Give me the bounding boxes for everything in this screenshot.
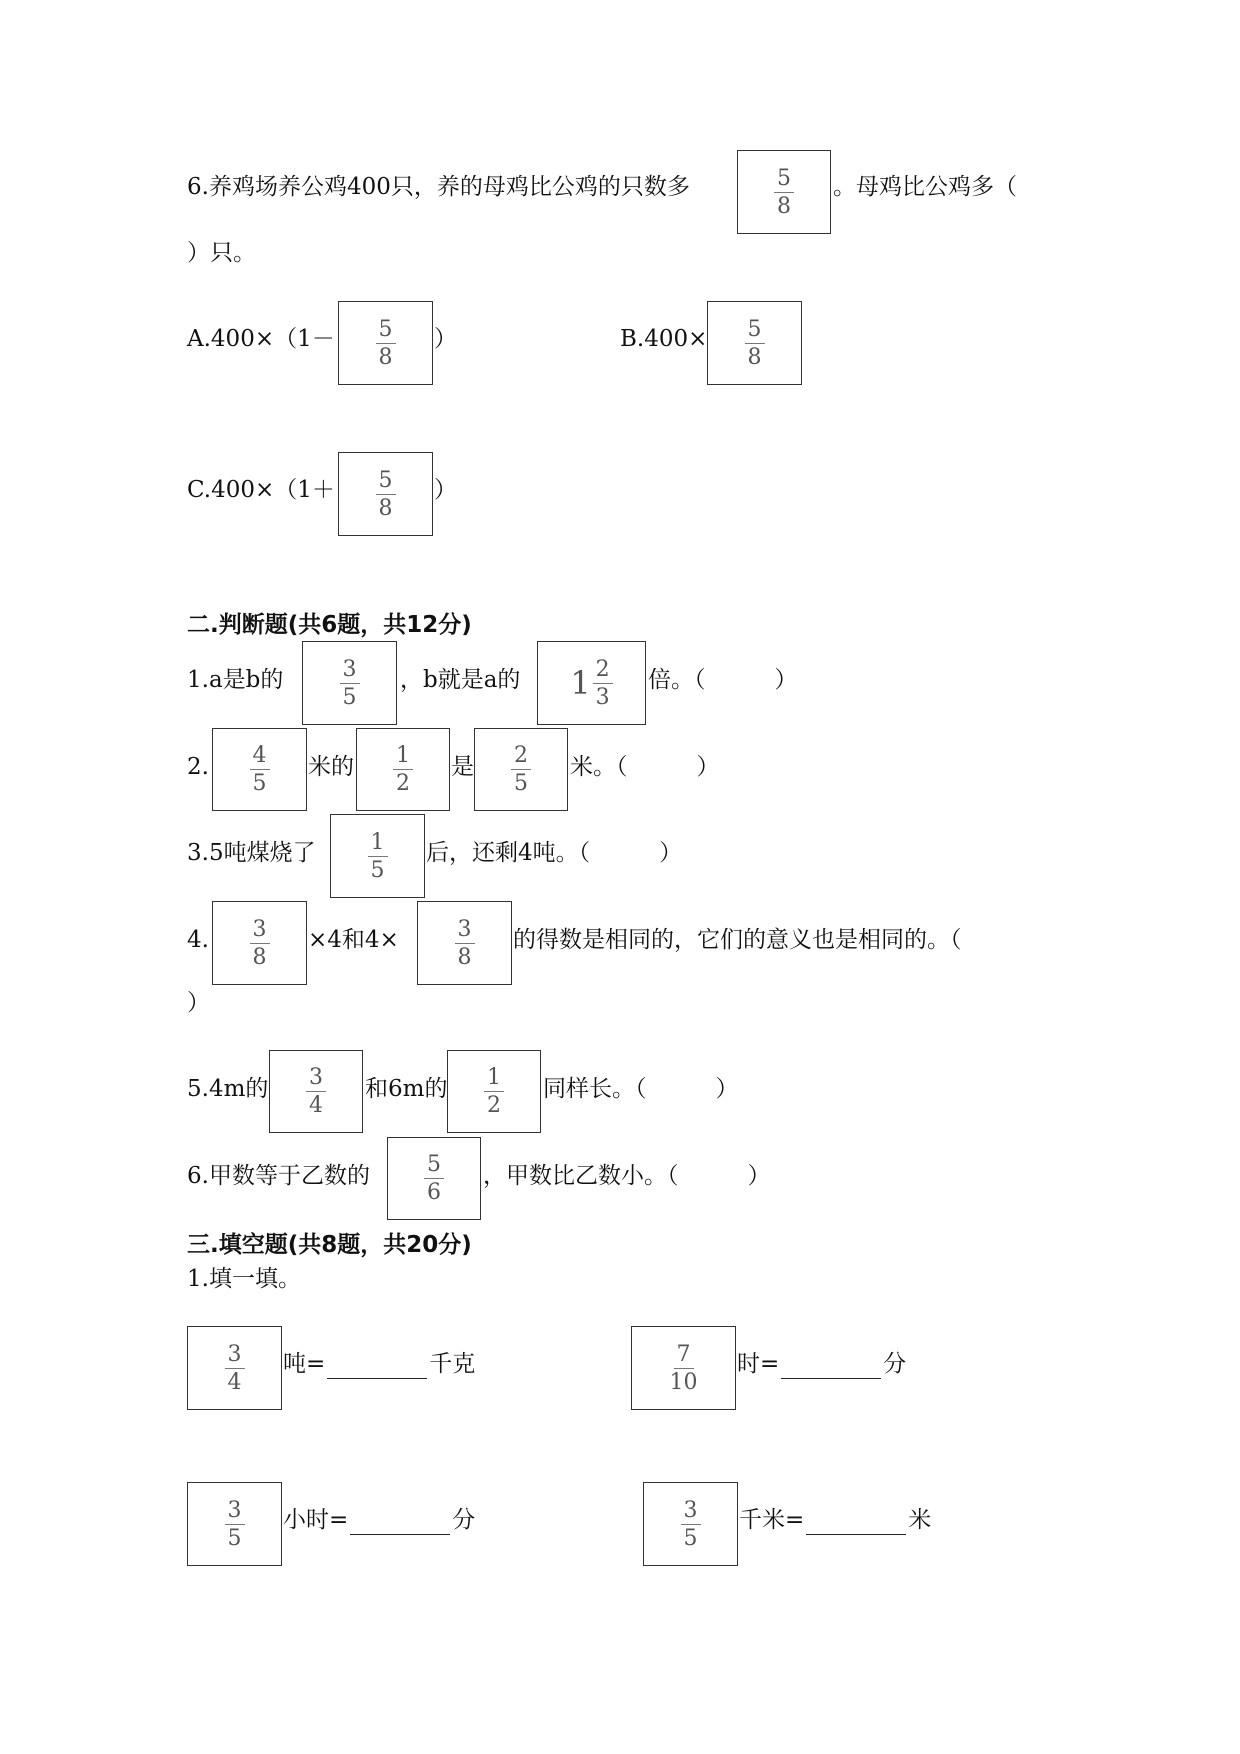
numerator: 1 [396,743,410,768]
s2-q2-text: 2. [187,754,209,780]
fraction-box [387,1137,481,1220]
numerator: 5 [427,1152,441,1177]
numerator: 1 [487,1065,501,1090]
denominator: 6 [427,1180,441,1205]
option-b-label: B.400× [620,326,708,352]
fraction [484,1065,504,1118]
fraction [393,743,413,796]
fraction-box [187,1482,282,1566]
q6-text-line2: ）只。 [187,240,256,266]
s2-q1-text-end: 倍。（ ） [648,667,798,693]
option-c-close: ） [434,477,457,503]
numerator: 3 [683,1497,698,1523]
numerator: 3 [342,656,357,682]
answer-blank[interactable] [781,1356,881,1379]
fraction [745,317,765,370]
denominator: 8 [378,495,393,521]
fraction-box [330,814,425,898]
denominator: 8 [252,944,267,970]
q6-text-line1-end: 。母鸡比公鸡多（ [833,174,1017,200]
denominator: 8 [747,344,762,370]
s2-q6-text: 6.甲数等于乙数的 [187,1163,370,1189]
numerator: 5 [378,316,393,342]
s3-q1-label: 1.填一填。 [187,1266,301,1292]
fraction-box [707,301,802,385]
fill-blank-item [283,1505,475,1535]
denominator: 5 [370,857,385,883]
s2-q2-text-end: 米。（ ） [570,754,720,780]
denominator: 2 [487,1093,501,1118]
denominator: 4 [227,1369,242,1395]
denominator: 5 [514,771,528,796]
unit-label: 千克 [429,1351,476,1377]
fraction-box [187,1326,282,1410]
fraction [250,917,270,970]
s2-q4-close: ） [187,990,210,1016]
section-2-title: 二.判断题(共6题，共12分) [187,612,472,638]
fraction [368,830,388,883]
s2-q5-text: 5.4m的 [187,1076,269,1102]
fraction-box [631,1326,736,1410]
fraction [225,1342,245,1395]
fraction [424,1152,444,1205]
answer-blank[interactable] [327,1356,427,1379]
s2-q4-text-mid: ×4和4× [308,927,399,953]
fill-blank-item [283,1349,475,1379]
fraction [593,657,613,710]
numerator: 4 [252,743,267,768]
fraction-box [338,452,433,536]
denominator: 5 [683,1525,698,1551]
q6-text-line1: 6.养鸡场养公鸡400只，养的母鸡比公鸡的只数多 [187,174,690,200]
unit-label: 米 [908,1507,932,1533]
fraction-box [417,901,512,985]
numerator: 5 [747,316,762,342]
fraction [774,166,794,219]
fraction-box [474,728,568,811]
section-3-title: 三.填空题(共8题，共20分) [187,1232,472,1258]
s2-q5-text-end: 同样长。（ ） [543,1076,739,1102]
fill-blank-item [737,1349,906,1379]
numerator: 2 [514,743,528,768]
mixed-number-box [537,641,646,725]
denominator: 10 [669,1369,698,1395]
fraction-box [212,901,307,985]
denominator: 2 [396,771,410,796]
fraction-box [737,150,831,234]
numerator: 1 [370,829,385,855]
fraction [670,1342,698,1395]
option-c-label: C.400×（1＋ [187,477,335,503]
fraction-box [643,1482,738,1566]
unit-label: 时= [737,1351,780,1377]
denominator: 5 [342,684,357,710]
s2-q1-text: 1.a是b的 [187,667,284,693]
numerator: 3 [227,1497,242,1523]
mixed-number [570,657,612,710]
fraction [376,317,396,370]
fraction [250,743,270,796]
s2-q3-text-end: 后，还剩4吨。（ ） [426,840,683,866]
s2-q6-text-end: ，甲数比乙数小。（ ） [483,1163,771,1189]
fraction-box [212,728,307,811]
fraction [225,1498,245,1551]
answer-blank[interactable] [806,1512,906,1535]
denominator: 8 [777,193,791,219]
s2-q5-text-mid: 和6m的 [365,1076,448,1102]
numerator: 3 [309,1065,323,1090]
denominator: 8 [457,944,472,970]
unit-label: 分 [452,1507,476,1533]
fraction-box [338,301,433,385]
option-a-close: ） [434,326,457,352]
s2-q3-text: 3.5吨煤烧了 [187,840,316,866]
denominator: 4 [309,1093,323,1118]
numerator: 7 [676,1341,691,1367]
denominator: 8 [378,344,393,370]
fraction-box [447,1050,541,1133]
s2-q2-text-mid: 米的 [308,754,354,780]
fill-blank-item [739,1505,931,1535]
s2-q4-text-end: 的得数是相同的，它们的意义也是相同的。（ [513,927,962,953]
unit-label: 千米= [739,1507,805,1533]
numerator: 3 [252,916,267,942]
answer-blank[interactable] [350,1512,450,1535]
numerator: 3 [457,916,472,942]
s2-q4-text: 4. [187,927,209,953]
whole-part: 1 [570,664,591,702]
unit-label: 吨= [283,1351,326,1377]
fraction [340,657,360,710]
fraction [511,743,531,796]
unit-label: 小时= [283,1507,349,1533]
fraction-box [269,1050,363,1133]
fraction [376,468,396,521]
fraction-box [302,641,397,725]
fraction [681,1498,701,1551]
fraction [455,917,475,970]
fraction-box [356,728,450,811]
s2-q1-text-mid: ，b就是a的 [400,667,521,693]
option-a-label: A.400×（1－ [187,326,335,352]
numerator: 2 [595,656,610,682]
numerator: 5 [777,165,791,191]
s2-q2-text-mid2: 是 [451,754,474,780]
unit-label: 分 [883,1351,907,1377]
numerator: 5 [378,467,393,493]
numerator: 3 [227,1341,242,1367]
denominator: 5 [252,771,267,796]
denominator: 5 [227,1525,242,1551]
fraction [306,1065,326,1118]
denominator: 3 [595,684,610,710]
